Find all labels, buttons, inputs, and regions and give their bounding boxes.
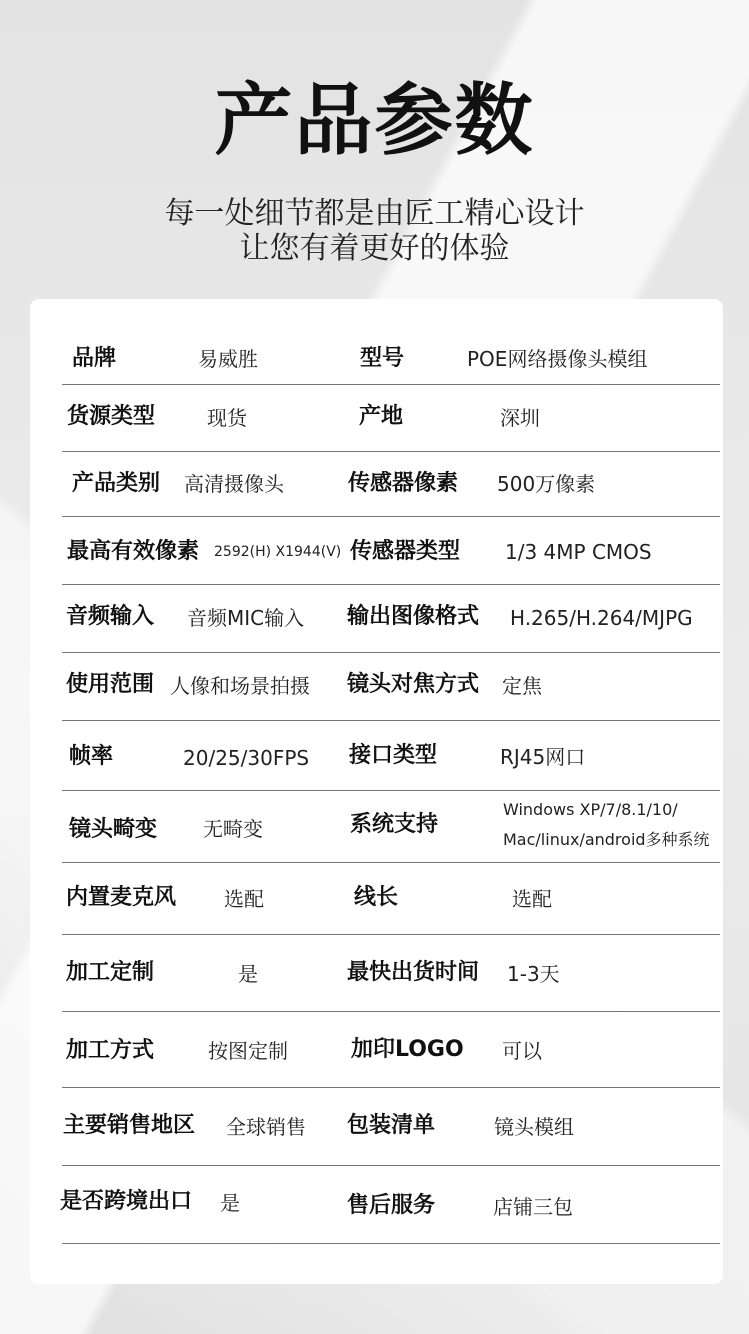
spec-value-custom-processing: 是 (238, 962, 258, 986)
spec-row (62, 1166, 720, 1244)
spec-value-interface-type: RJ45网口 (500, 745, 586, 769)
spec-value-main-sales-region: 全球销售 (226, 1115, 306, 1139)
spec-value-audio-input: 音频MIC输入 (187, 606, 305, 630)
spec-row (62, 452, 720, 517)
spec-value-source-type: 现货 (207, 406, 247, 430)
system-support-line-1: Windows XP/7/8.1/10/ (503, 800, 678, 819)
spec-label-package-list: 包装清单 (347, 1113, 436, 1138)
spec-value-lens-distortion: 无畸变 (203, 817, 263, 841)
spec-label-lens-distortion: 镜头畸变 (69, 817, 158, 842)
subtitle-line-1: 每一处细节都是由匠工精心设计 (164, 196, 585, 231)
spec-row (62, 517, 720, 585)
spec-value-after-sales: 店铺三包 (493, 1195, 573, 1219)
spec-value-brand: 易威胜 (198, 347, 258, 371)
spec-label-sensor-pixels: 传感器像素 (348, 471, 459, 496)
spec-row (62, 385, 720, 452)
spec-value-processing-method: 按图定制 (208, 1039, 288, 1063)
spec-label-main-sales-region: 主要销售地区 (63, 1113, 196, 1138)
spec-label-built-in-microphone: 内置麦克风 (66, 885, 177, 910)
spec-label-fastest-shipping: 最快出货时间 (347, 960, 480, 985)
spec-row (62, 791, 720, 863)
spec-label-frame-rate: 帧率 (69, 744, 114, 769)
spec-label-processing-method: 加工方式 (66, 1038, 155, 1063)
spec-row (62, 1088, 720, 1166)
spec-label-cross-border-export: 是否跨境出口 (60, 1189, 193, 1214)
spec-label-interface-type: 接口类型 (349, 743, 438, 768)
spec-label-audio-input: 音频输入 (66, 604, 155, 629)
spec-value-usage-range: 人像和场景拍摄 (170, 674, 310, 698)
spec-value-package-list: 镜头模组 (494, 1115, 574, 1139)
spec-value-cable-length: 选配 (512, 887, 552, 911)
spec-row (62, 338, 720, 385)
spec-row (62, 935, 720, 1012)
spec-value-logo-printing: 可以 (502, 1039, 542, 1063)
spec-value-cross-border-export: 是 (220, 1191, 240, 1215)
page-subtitle (0, 196, 749, 267)
spec-row (62, 863, 720, 935)
spec-value-fastest-shipping: 1-3天 (507, 962, 560, 986)
spec-value-product-category: 高清摄像头 (184, 472, 284, 496)
subtitle-line-2: 让您有着更好的体验 (239, 231, 510, 267)
spec-label-source-type: 货源类型 (67, 404, 156, 429)
spec-label-sensor-type: 传感器类型 (350, 539, 461, 564)
spec-value-built-in-microphone: 选配 (224, 887, 264, 911)
spec-card (30, 299, 723, 1284)
page-title: 产品参数 (214, 76, 535, 166)
spec-value-frame-rate: 20/25/30FPS (183, 746, 310, 770)
spec-row (62, 585, 720, 653)
spec-label-cable-length: 线长 (354, 885, 399, 910)
spec-value-sensor-type: 1/3 4MP CMOS (505, 540, 652, 564)
spec-row (62, 653, 720, 721)
spec-row (62, 1012, 720, 1088)
spec-label-after-sales: 售后服务 (347, 1193, 436, 1218)
spec-label-output-format: 输出图像格式 (347, 604, 480, 629)
spec-label-custom-processing: 加工定制 (66, 960, 155, 985)
spec-label-logo-printing: 加印LOGO (351, 1037, 464, 1062)
spec-label-origin: 产地 (359, 404, 404, 429)
spec-label-usage-range: 使用范围 (66, 672, 155, 697)
spec-label-brand: 品牌 (72, 346, 117, 371)
spec-value-focus-method: 定焦 (502, 674, 542, 698)
spec-value-system-support (503, 795, 710, 856)
spec-value-origin: 深圳 (500, 406, 540, 430)
system-support-line-2: Mac/linux/android多种系统 (503, 830, 710, 850)
spec-value-output-format: H.265/H.264/MJPG (510, 606, 693, 630)
spec-value-model: POE网络摄像头模组 (467, 347, 648, 371)
spec-row (62, 721, 720, 791)
spec-value-sensor-pixels: 500万像素 (497, 472, 596, 496)
spec-label-focus-method: 镜头对焦方式 (347, 672, 480, 697)
hero-section (0, 0, 749, 300)
spec-value-max-effective-pixels: 2592(H) X1944(V) (214, 544, 342, 560)
spec-label-max-effective-pixels: 最高有效像素 (67, 539, 200, 564)
spec-label-system-support: 系统支持 (350, 812, 439, 837)
spec-label-model: 型号 (360, 346, 405, 371)
spec-label-product-category: 产品类别 (72, 471, 161, 496)
